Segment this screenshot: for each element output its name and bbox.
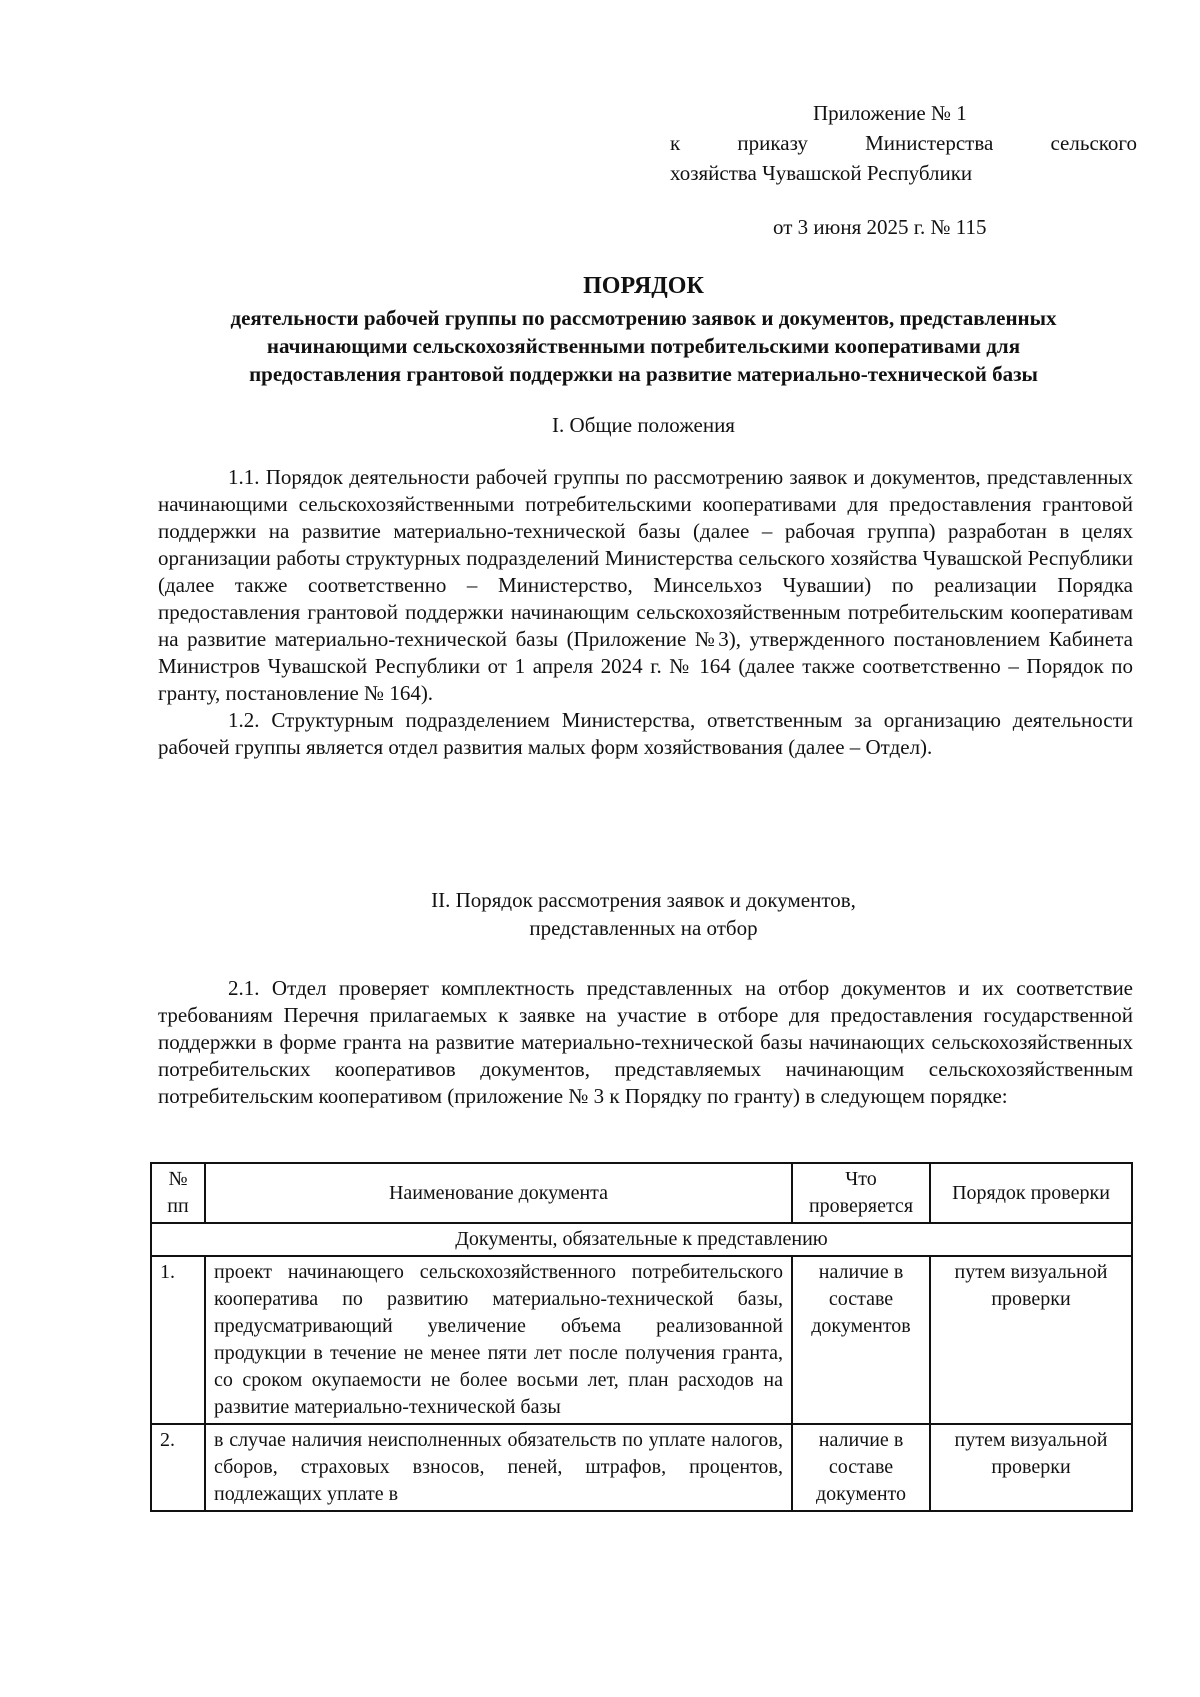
title-sub-line: предоставления грантовой поддержки на развитие материально-технической базы [249,362,1038,386]
paragraph-1-2: 1.2. Структурным подразделением Министерства, ответственным за организацию деятельности рабочей группы является отдел развития малых форм хозяйствования (далее – Отдел). [158,708,1133,759]
annex-word: к [670,131,681,155]
table-section-row [151,1223,1132,1256]
row-check: наличие в составе документо [792,1424,930,1511]
documents-table [150,1162,1133,1512]
title-sub-line: деятельности рабочей группы по рассмотрению заявок и документов, представленных [230,306,1057,330]
section2-text [158,975,1133,1110]
section1-heading: I. Общие положения [552,413,735,437]
annex-ministry: хозяйства Чувашской Республики [670,161,973,185]
section2-heading [150,886,1137,942]
row-num: 2. [151,1424,205,1511]
annex-word: Министерства [865,131,994,155]
paragraph-2-1: 2.1. Отдел проверяет комплектность представленных на отбор документов и их соответствие требованиям Перечня прилагаемых к заявке на участие в отборе для предоставления государственной поддержки в форме гранта на развитие материально-технической базы начинающих сельскохозяйственных потребительских кооперативов документов, представляемых начинающим сельскохозяйственным потребительским кооперативом (приложение № 3 к Порядку по гранту) в следующем порядке: [158,976,1133,1108]
header-num: № пп [151,1163,205,1223]
table-row [151,1424,1132,1511]
header-name: Наименование документа [205,1163,792,1223]
table-row [151,1256,1132,1424]
row-order: путем визуальной проверки [930,1256,1132,1424]
table-header-row [151,1163,1132,1223]
section2-heading-line: представленных на отбор [529,916,758,940]
row-check: наличие в составе документов [792,1256,930,1424]
section1-text [158,464,1133,761]
row-order: путем визуальной проверки [930,1424,1132,1511]
row-document-name: проект начинающего сельскохозяйственного потребительского кооператива по развитию материально-технической базы, предусматривающий увеличение объема реализованной продукции в течение не менее пяти лет после получения гранта, со сроком окупаемости не более восьми лет, план расходов на развитие материально-технической базы [205,1256,792,1424]
title-sub-line: начинающими сельскохозяйственными потребительскими кооперативами для [266,334,1021,358]
annex-date: от 3 июня 2025 г. № 115 [773,215,987,239]
row-document-name: в случае наличия неисполненных обязательств по уплате налогов, сборов, страховых взносов, пеней, штрафов, процентов, подлежащих уплате в [205,1424,792,1511]
header-order: Порядок проверки [930,1163,1132,1223]
annex-word: сельского [1050,131,1137,155]
annex-number: Приложение № 1 [813,101,967,125]
row-num: 1. [151,1256,205,1424]
document-title [150,272,1137,388]
section-row-label: Документы, обязательные к представлению [151,1223,1132,1256]
title-main: ПОРЯДОК [583,273,704,299]
paragraph-1-1: 1.1. Порядок деятельности рабочей группы по рассмотрению заявок и документов, представленных начинающими сельскохозяйственными потребительскими кооперативами для предоставления грантовой поддержки на развитие материально-технической базы (далее – рабочая группа) разработан в целях организации работы структурных подразделений Министерства сельского хозяйства Чувашской Республики (далее также соответственно – Министерство, Минсельхоз Чувашии) по реализации Порядка предоставления грантовой поддержки начинающим сельскохозяйственным потребительским кооперативам на развитие материально-технической базы (Приложение №3), утвержденного постановлением Кабинета Министров Чувашской Республики от 1 апреля 2024 г. № 164 (далее также соответственно – Порядок по гранту, постановление № 164). [158,465,1133,705]
annex-word: приказу [737,131,808,155]
section2-heading-line: II. Порядок рассмотрения заявок и документов, [431,888,856,912]
header-check: Что проверяется [792,1163,930,1223]
annex-block [670,98,1137,242]
annex-reference [670,128,1137,158]
